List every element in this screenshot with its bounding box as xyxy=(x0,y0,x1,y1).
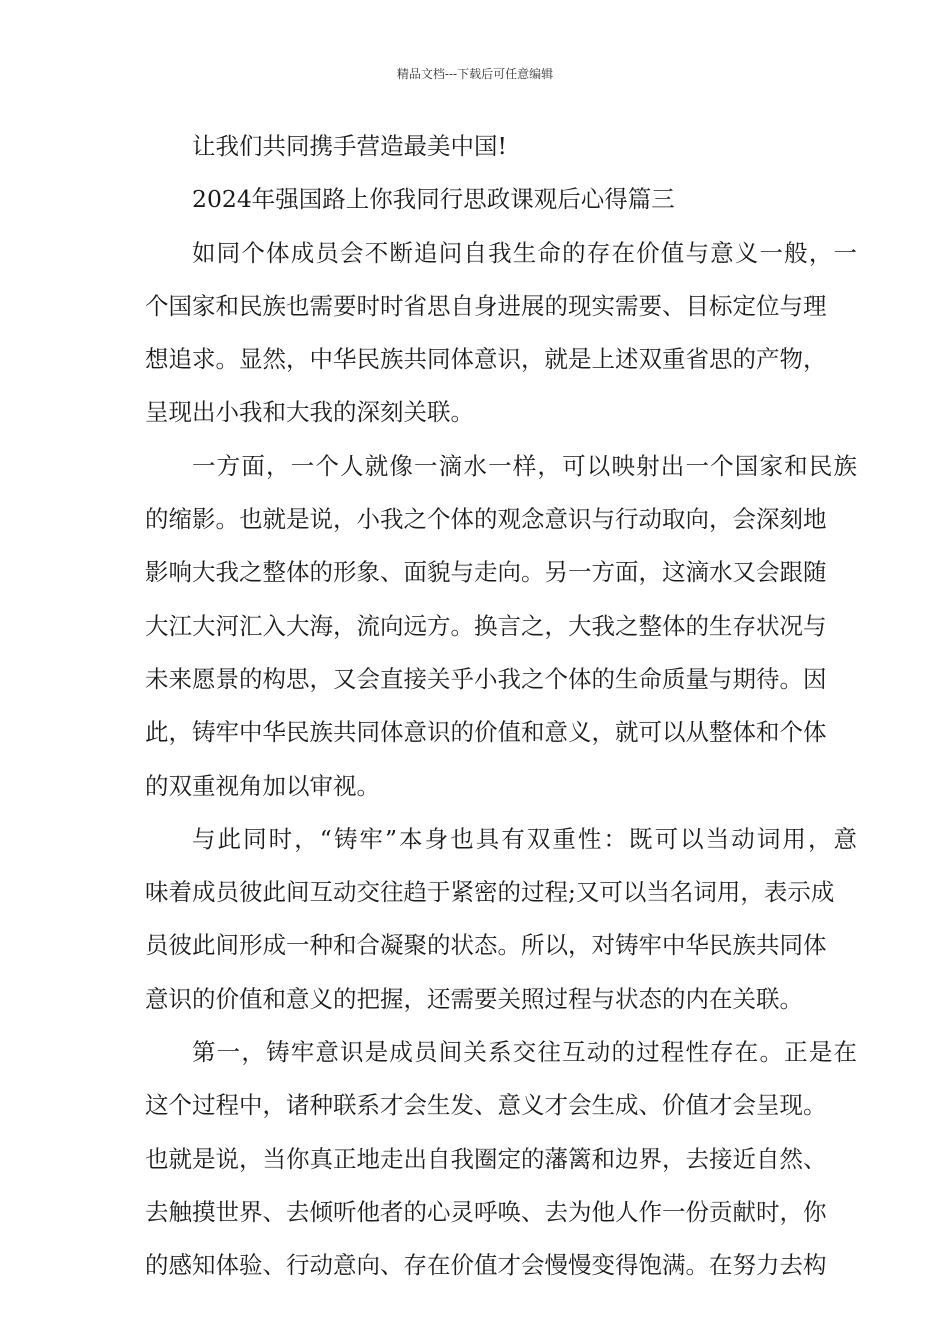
section-heading: 2024年强国路上你我同行思政课观后心得篇三 xyxy=(192,185,675,214)
text-line: 也就是说，当你真正地走出自我圈定的藩篱和边界，去接近自然、 xyxy=(145,1144,827,1173)
text-line: 一方面，一个人就像一滴水一样，可以映射出一个国家和民族 xyxy=(192,451,857,480)
text-line: 员彼此间形成一种和合凝聚的状态。所以，对铸牢中华民族共同体 xyxy=(145,931,827,960)
text-line: 想追求。显然，中华民族共同体意识，就是上述双重省思的产物， xyxy=(145,345,827,374)
text-line: 味着成员彼此间互动交往趋于紧密的过程;又可以当名词用，表示成 xyxy=(145,878,835,907)
document-body xyxy=(145,132,857,1305)
text-line: 的缩影。也就是说，小我之个体的观念意识与行动取向，会深刻地 xyxy=(145,505,827,534)
text-line: 未来愿景的构思，又会直接关乎小我之个体的生命质量与期待。因 xyxy=(145,664,827,693)
text-line: 呈现出小我和大我的深刻关联。 xyxy=(145,398,474,427)
text-line: 影响大我之整体的形象、面貌与走向。另一方面，这滴水又会跟随 xyxy=(145,558,827,587)
text-line: 第一，铸牢意识是成员间关系交往互动的过程性存在。正是在 xyxy=(192,1038,857,1067)
text-line: 此，铸牢中华民族共同体意识的价值和意义，就可以从整体和个体 xyxy=(145,718,827,747)
text-line: 的感知体验、行动意向、存在价值才会慢慢变得饱满。在努力去构 xyxy=(145,1251,827,1280)
text-line: 的双重视角加以审视。 xyxy=(145,771,380,800)
text-line: 让我们共同携手营造最美中国! xyxy=(192,132,507,160)
text-line: 这个过程中，诸种联系才会生发、意义才会生成、价值才会呈现。 xyxy=(145,1091,827,1120)
text-line: 如同个体成员会不断追问自我生命的存在价值与意义一般，一 xyxy=(192,238,857,267)
page-header: 精品文档---下载后可任意编辑 xyxy=(396,67,554,81)
text-line: 与此同时，“铸牢”本身也具有双重性：既可以当动词用，意 xyxy=(192,824,857,853)
text-line: 去触摸世界、去倾听他者的心灵呼唤、去为他人作一份贡献时，你 xyxy=(145,1197,827,1226)
text-line: 意识的价值和意义的把握，还需要关照过程与状态的内在关联。 xyxy=(145,984,803,1013)
text-line: 大江大河汇入大海，流向远方。换言之，大我之整体的生存状况与 xyxy=(145,611,827,640)
text-line: 个国家和民族也需要时时省思自身进展的现实需要、目标定位与理 xyxy=(145,291,827,320)
